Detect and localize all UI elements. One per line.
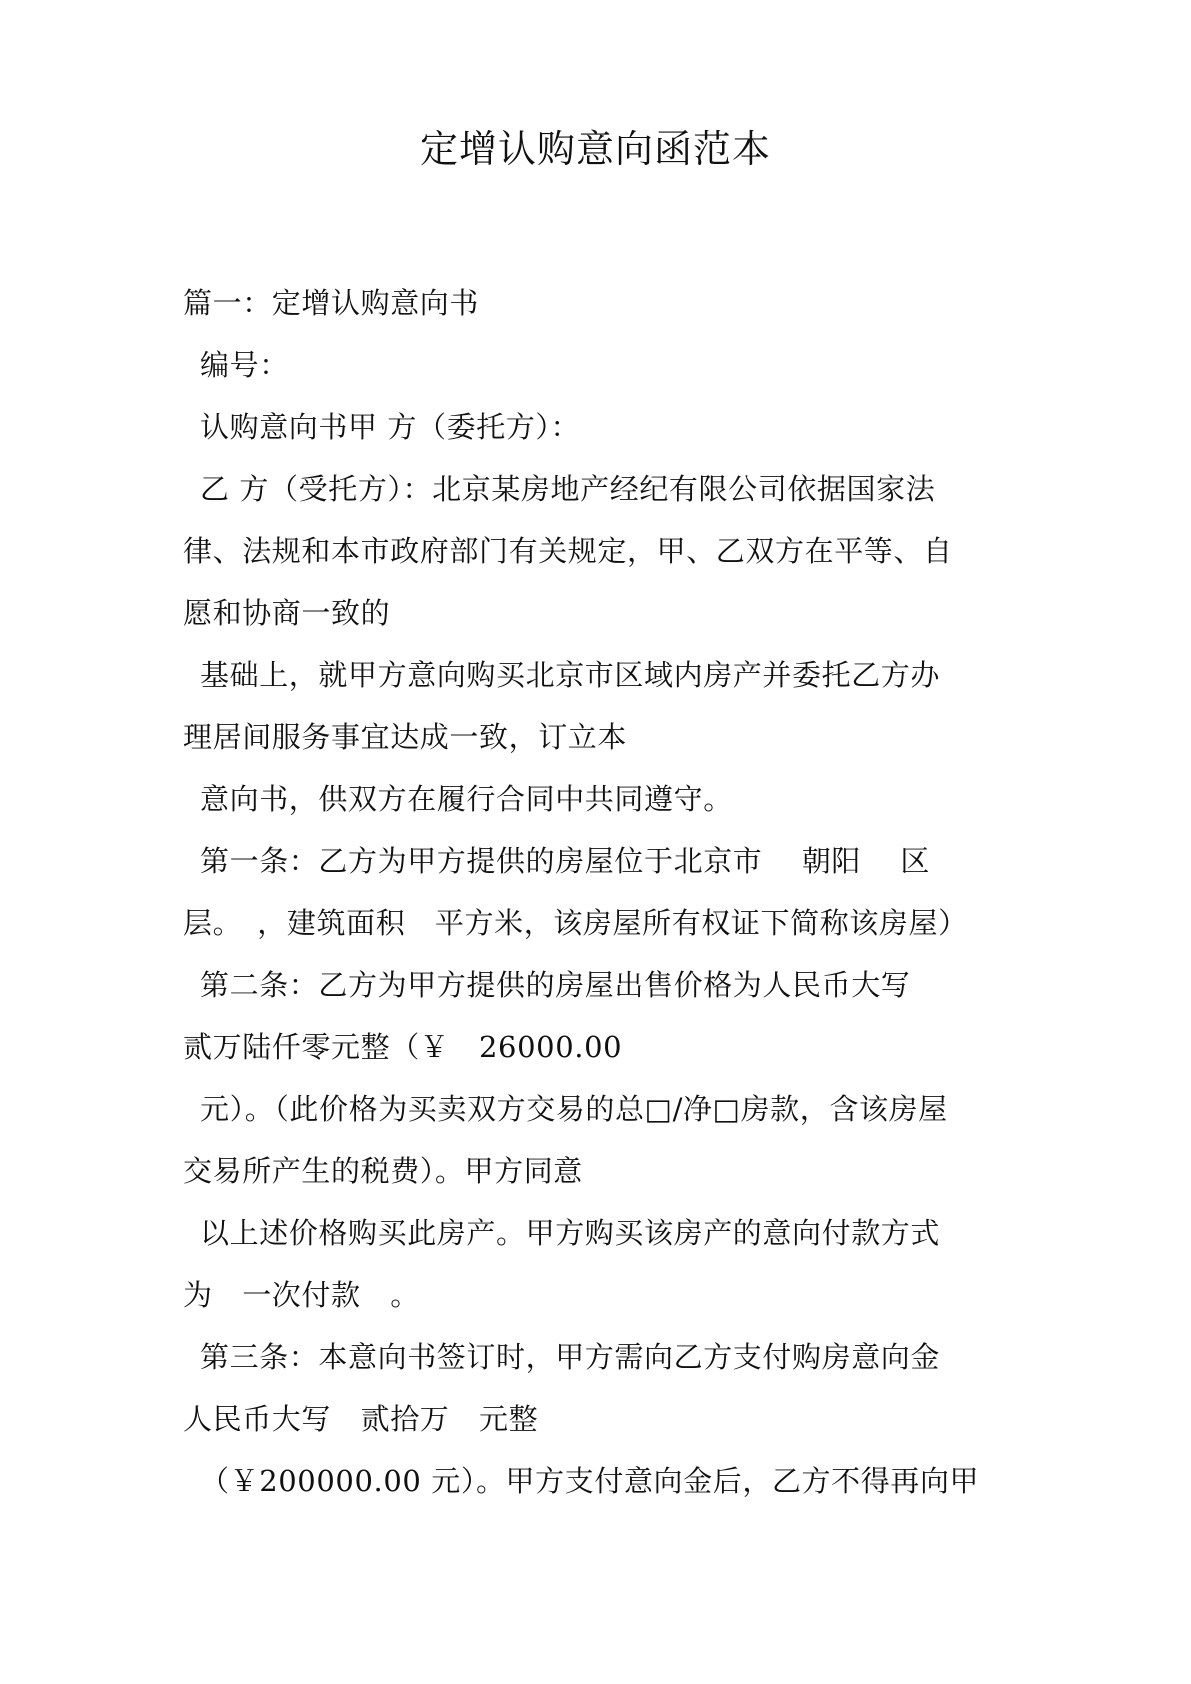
text-line: 意向书，供双方在履行合同中共同遵守。	[200, 782, 733, 816]
text-line: 为 一次付款 。	[183, 1278, 420, 1312]
text-line: 认购意向书甲 方（委托方）：	[200, 410, 581, 444]
text-line: 第三条：本意向书签订时，甲方需向乙方支付购房意向金	[200, 1340, 941, 1374]
text-line: 交易所产生的税费）。甲方同意	[183, 1154, 583, 1188]
text-line: 层。 ，建筑面积 平方米，该房屋所有权证下简称该房屋）	[183, 906, 968, 940]
text-line: 基础上，就甲方意向购买北京市区域内房产并委托乙方办	[200, 658, 941, 692]
text-line: 篇一：定增认购意向书	[183, 286, 480, 320]
text-line: 以上述价格购买此房产。甲方购买该房产的意向付款方式	[200, 1216, 941, 1250]
text-line: （￥200000.00 元）。甲方支付意向金后，乙方不得再向甲	[200, 1464, 980, 1498]
text-line: 第一条：乙方为甲方提供的房屋位于北京市 朝阳 区	[200, 844, 931, 878]
text-line: 人民币大写 贰拾万 元整	[183, 1402, 539, 1436]
document-title: 定增认购意向函范本	[419, 127, 771, 171]
text-line: 第二条：乙方为甲方提供的房屋出售价格为人民币大写	[200, 968, 911, 1002]
text-line: 愿和协商一致的	[183, 596, 391, 630]
document-body	[183, 272, 1023, 1512]
text-line: 元）。（此价格为买卖双方交易的总□/净□房款，含该房屋	[200, 1092, 948, 1126]
text-line: 编号：	[200, 348, 289, 382]
text-line: 律、法规和本市政府部门有关规定，甲、乙双方在平等、自	[183, 534, 953, 568]
text-line: 贰万陆仟零元整（￥ 26000.00	[183, 1030, 623, 1064]
text-line: 乙 方（受托方）：北京某房地产经纪有限公司依据国家法	[200, 472, 936, 506]
text-line: 理居间服务事宜达成一致，订立本	[183, 720, 628, 754]
